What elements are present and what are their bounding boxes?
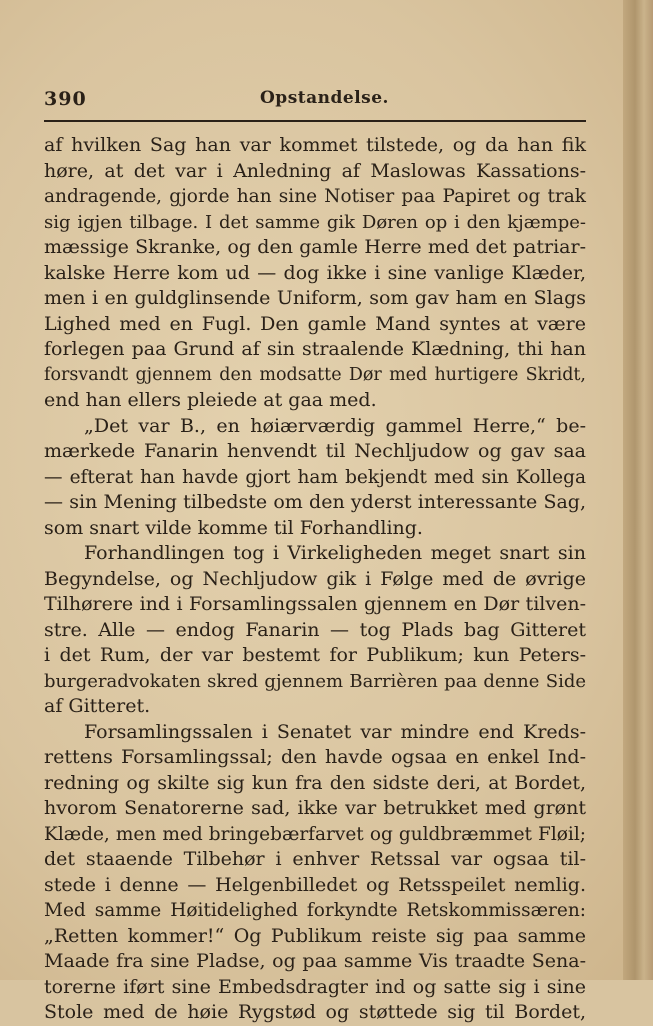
text-line: — sin Mening tilbedste om den yderst interessante Sag, bbox=[44, 491, 586, 513]
text-line: — efterat han havde gjort ham bekjendt med sin Kollega bbox=[44, 466, 586, 488]
text-line: forsvandt gjennem den modsatte Dør med hurtigere Skridt, bbox=[44, 364, 586, 385]
text-line: Klæde, men med bringebærfarvet og guldbræmmet Fløil; bbox=[44, 823, 586, 845]
text-line: kalske Herre kom ud — dog ikke i sine vanlige Klæder, bbox=[44, 261, 586, 284]
text-line: Tilhørere ind i Forsamlingssalen gjennem en Dør tilven- bbox=[44, 593, 586, 615]
text-line: men i en guldglinsende Uniform, som gav ham en Slags bbox=[44, 287, 586, 309]
text-line: „Det var B., en høiærværdig gammel Herre,“ be- bbox=[84, 414, 586, 437]
running-title: Opstandelse. bbox=[260, 88, 389, 108]
text-line: Forsamlingssalen i Senatet var mindre end Kreds- bbox=[84, 720, 586, 743]
text-line: Maade fra sine Pladse, og paa samme Vis traadte Sena- bbox=[44, 950, 586, 972]
header-rule bbox=[44, 120, 586, 122]
page-binding-edge bbox=[623, 0, 653, 980]
text-line: hvorom Senatorerne sad, ikke var betrukket med grønt bbox=[44, 797, 586, 819]
text-line: som snart vilde komme til Forhandling. bbox=[44, 516, 423, 539]
text-line: Begyndelse, og Nechljudow gik i Følge med de øvrige bbox=[44, 567, 586, 590]
page-number: 390 bbox=[44, 88, 87, 110]
text-line: andragende, gjorde han sine Notiser paa Papiret og trak bbox=[44, 186, 586, 207]
text-line: rettens Forsamlingssal; den havde ogsaa en enkel Ind- bbox=[44, 746, 586, 768]
text-line: end han ellers pleiede at gaa med. bbox=[44, 389, 377, 411]
text-line: Stole med de høie Rygstød og støttede sig til Bordet, bbox=[44, 1001, 586, 1023]
text-line: stede i denne — Helgenbilledet og Retsspeilet nemlig. bbox=[44, 873, 586, 896]
text-line: høre, at det var i Anledning af Maslowas Kassations- bbox=[44, 159, 586, 182]
text-line: „Retten kommer!“ Og Publikum reiste sig paa samme bbox=[44, 924, 586, 947]
text-line: mæssige Skranke, og den gamle Herre med det patriar- bbox=[44, 236, 586, 258]
text-line: i det Rum, der var bestemt for Publikum; kun Peters- bbox=[44, 644, 586, 666]
text-line: forlegen paa Grund af sin straalende Klædning, thi han bbox=[44, 338, 586, 360]
text-line: det staaende Tilbehør i enhver Retssal var ogsaa til- bbox=[44, 848, 586, 870]
text-line: af Gitteret. bbox=[44, 695, 151, 717]
text-line: burgeradvokaten skred gjennem Barrièren paa denne Side bbox=[44, 670, 586, 692]
text-line: sig igjen tilbage. I det samme gik Døren op i den kjæmpe- bbox=[44, 211, 586, 233]
text-line: stre. Alle — endog Fanarin — tog Plads bag Gitteret bbox=[44, 618, 586, 641]
text-line: torerne iført sine Embedsdragter ind og satte sig i sine bbox=[44, 975, 586, 998]
text-line: af hvilken Sag han var kommet tilstede, og da han fik bbox=[44, 134, 586, 156]
text-line: Forhandlingen tog i Virkeligheden meget snart sin bbox=[84, 542, 586, 564]
page-header bbox=[44, 88, 586, 114]
text-line: mærkede Fanarin henvendt til Nechljudow og gav saa bbox=[44, 440, 586, 462]
text-line: Med samme Høitidelighed forkyndte Retskommissæren: bbox=[44, 900, 586, 921]
text-line: Lighed med en Fugl. Den gamle Mand syntes at være bbox=[44, 312, 586, 335]
text-line: redning og skilte sig kun fra den sidste deri, at Bordet, bbox=[44, 771, 586, 794]
body-text bbox=[44, 133, 586, 1026]
